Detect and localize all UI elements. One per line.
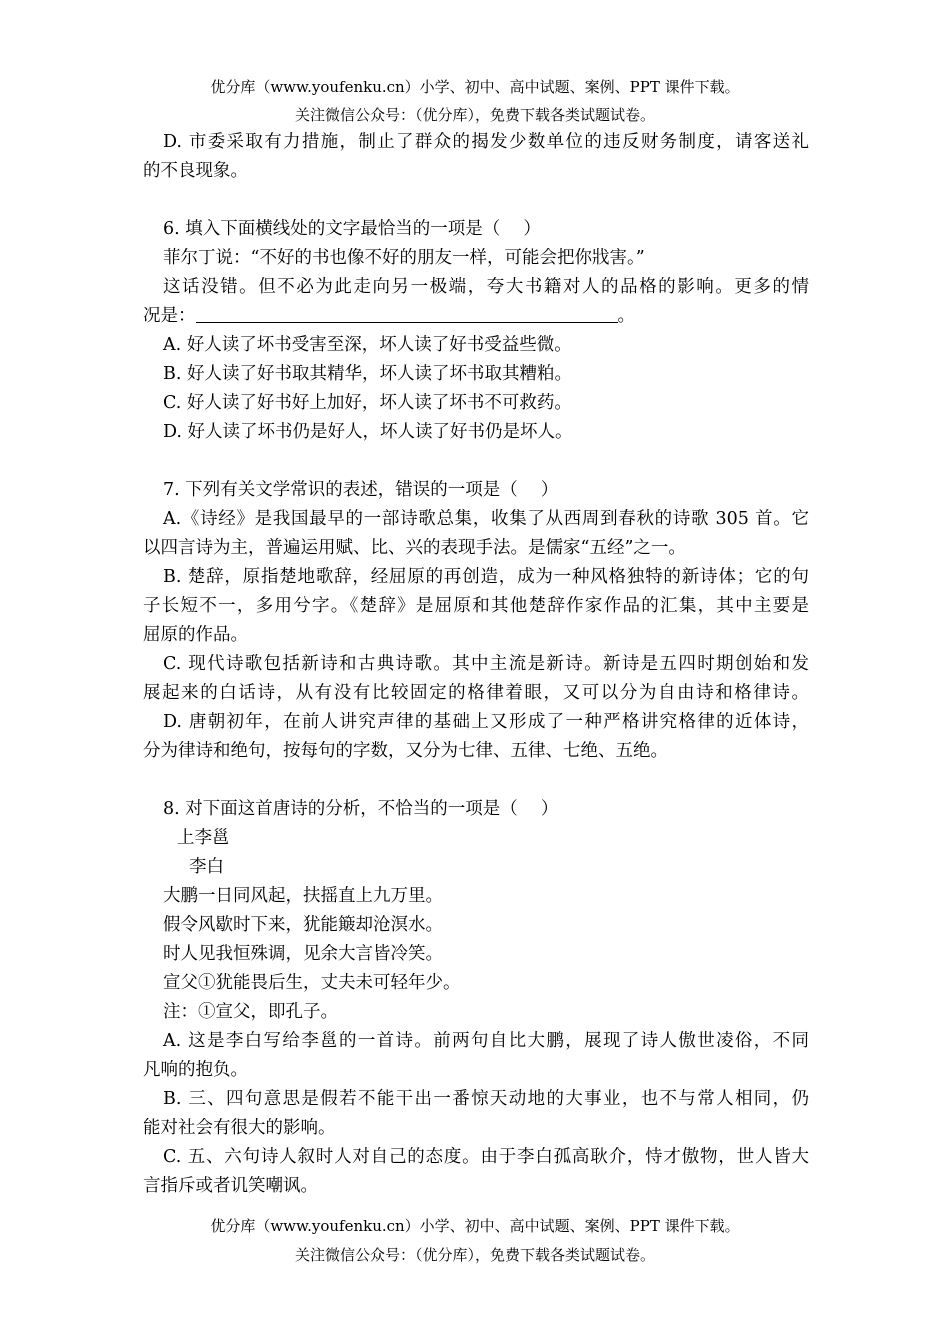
document-body bbox=[143, 128, 809, 1201]
q6-text-prefix: 况是： bbox=[143, 306, 196, 326]
q7-option-b-line2: 子长短不一，多用兮字。《楚辞》是屈原和其他楚辞作家作品的汇集，其中主要是 bbox=[143, 596, 809, 616]
q7-option-c-line2: 展起来的白话诗，从有没有比较固定的格律着眼，又可以分为自由诗和格律诗。 bbox=[143, 683, 809, 703]
spacer bbox=[143, 186, 809, 215]
answer-blank bbox=[196, 304, 618, 323]
q6-text-line2 bbox=[143, 302, 809, 331]
poem-line-4: 宣父①犹能畏后生，丈夫未可轻年少。 bbox=[163, 973, 461, 993]
q7-option-c-line1: C. 现代诗歌包括新诗和古典诗歌。其中主流是新诗。新诗是五四时期创始和发 bbox=[163, 654, 809, 674]
q7-option-d-line2: 分为律诗和绝句，按每句的字数，又分为七律、五律、七绝、五绝。 bbox=[143, 741, 668, 761]
q6-option-d: D. 好人读了坏书仍是好人，坏人读了好书仍是坏人。 bbox=[163, 422, 573, 442]
q7-option-b-line1: B. 楚辞，原指楚地歌辞，经屈原的再创造，成为一种风格独特的新诗体；它的句 bbox=[163, 567, 809, 587]
q7-stem: 7. 下列有关文学常识的表述，错误的一项是（ ） bbox=[163, 480, 559, 500]
q8-option-c-line2: 言指斥或者讥笑嘲讽。 bbox=[143, 1176, 318, 1196]
q8-option-a-line2: 凡响的抱负。 bbox=[143, 1060, 248, 1080]
q5-option-d-line2: 的不良现象。 bbox=[143, 161, 248, 181]
poem-title: 上李邕 bbox=[177, 828, 230, 848]
q8-option-c-line1: C. 五、六句诗人叙时人对自己的态度。由于李白孤高耿介，恃才傲物，世人皆大 bbox=[163, 1147, 809, 1167]
q8-stem: 8. 对下面这首唐诗的分析，不恰当的一项是（ ） bbox=[163, 799, 559, 819]
q6-option-b: B. 好人读了好书取其精华，坏人读了坏书取其糟粕。 bbox=[163, 364, 572, 384]
poem-line-2: 假令风歇时下来，犹能簸却沧溟水。 bbox=[163, 915, 443, 935]
poem-line-1: 大鹏一日同风起，扶摇直上九万里。 bbox=[163, 886, 443, 906]
q6-quote: 菲尔丁说：“不好的书也像不好的朋友一样，可能会把你戕害。” bbox=[163, 248, 645, 268]
header-line-2: 关注微信公众号：（优分库），免费下载各类试题试卷。 bbox=[294, 106, 655, 124]
q7-option-a-line2: 以四言诗为主，普遍运用赋、比、兴的表现手法。是儒家“五经”之一。 bbox=[143, 538, 686, 558]
q7-option-d-line1: D. 唐朝初年，在前人讲究声律的基础上又形成了一种严格讲究格律的近体诗， bbox=[163, 712, 809, 732]
footer-line-1: 优分库（www.youfenku.cn）小学、初中、高中试题、案例、PPT 课件下载。 bbox=[210, 1217, 740, 1235]
poem-note: 注：①宣父，即孔子。 bbox=[163, 1002, 338, 1022]
q8-option-b-line2: 能对社会有很大的影响。 bbox=[143, 1118, 336, 1138]
q6-text-suffix: 。 bbox=[617, 306, 635, 326]
spacer bbox=[143, 447, 809, 476]
q7-option-a-line1: A.《诗经》是我国最早的一部诗歌总集，收集了从西周到春秋的诗歌 305 首。它 bbox=[163, 509, 809, 529]
poem-author: 李白 bbox=[189, 857, 224, 877]
header-line-1: 优分库（www.youfenku.cn）小学、初中、高中试题、案例、PPT 课件下载。 bbox=[210, 78, 740, 96]
q5-option-d-line1: D. 市委采取有力措施，制止了群众的揭发少数单位的违反财务制度，请客送礼 bbox=[163, 132, 809, 152]
q8-option-b-line1: B. 三、四句意思是假若不能干出一番惊天动地的大事业，也不与常人相同，仍 bbox=[163, 1089, 809, 1109]
spacer bbox=[143, 766, 809, 795]
q6-text-line1: 这话没错。但不必为此走向另一极端，夸大书籍对人的品格的影响。更多的情 bbox=[163, 277, 809, 297]
q6-option-a: A. 好人读了坏书受害至深，坏人读了好书受益些微。 bbox=[163, 335, 572, 355]
poem-line-3: 时人见我恒殊调，见余大言皆冷笑。 bbox=[163, 944, 443, 964]
footer-line-2: 关注微信公众号：（优分库），免费下载各类试题试卷。 bbox=[294, 1246, 655, 1264]
q6-option-c: C. 好人读了好书好上加好，坏人读了坏书不可救药。 bbox=[163, 393, 572, 413]
q7-option-b-line3: 屈原的作品。 bbox=[143, 625, 248, 645]
q6-stem: 6. 填入下面横线处的文字最恰当的一项是（ ） bbox=[163, 219, 541, 239]
q8-option-a-line1: A. 这是李白写给李邕的一首诗。前两句自比大鹏，展现了诗人傲世凌俗，不同 bbox=[163, 1031, 809, 1051]
